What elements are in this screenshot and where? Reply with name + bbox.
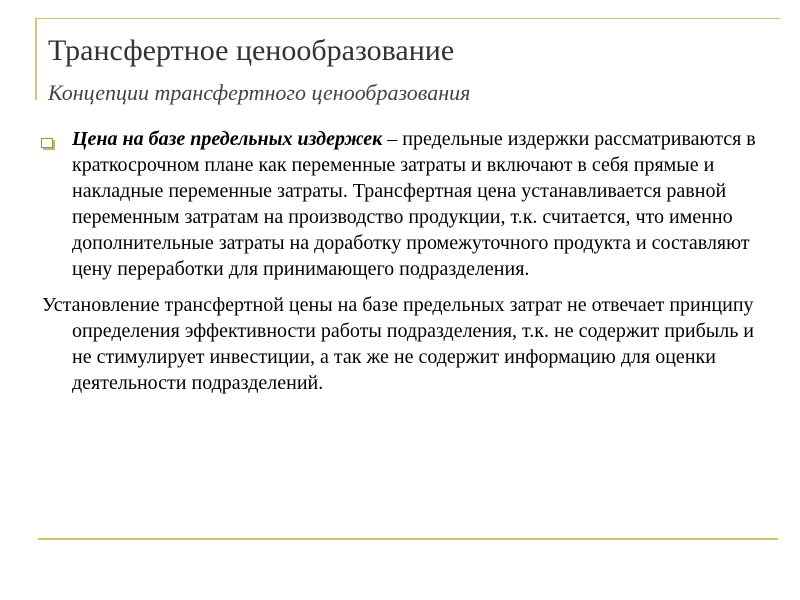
- slide-body: [40, 126, 760, 396]
- bullet-text: – предельные издержки рассматриваются в краткосрочном плане как переменные затраты и включают в себя прямые и накладные переменные затраты. Трансфертная цена устанавливается равной переменным затратам на производство продукции, т.к. считается, что именно дополнительные затраты на доработку промежуточного продукта и составляют цену переработки для принимающего подразделения.: [72, 128, 756, 280]
- bottom-rule: [38, 538, 778, 540]
- left-accent-rule: [35, 18, 37, 100]
- square-bullet-icon: [41, 138, 53, 148]
- slide-title: Трансфертное ценообразование: [48, 34, 455, 67]
- bullet-lead-term: Цена на базе предельных издержек: [72, 128, 383, 150]
- bullet-item: [40, 126, 760, 282]
- body-paragraph: Установление трансфертной цены на базе предельных затрат не отвечает принципу определения эффективности работы подразделения, т.к. не содержит прибыль и не стимулирует инвестиции, а так же не содержит информацию для оценки деятельности подразделений.: [42, 294, 755, 394]
- slide-subtitle: Концепции трансфертного ценообразования: [48, 80, 471, 105]
- top-rule: [35, 18, 780, 19]
